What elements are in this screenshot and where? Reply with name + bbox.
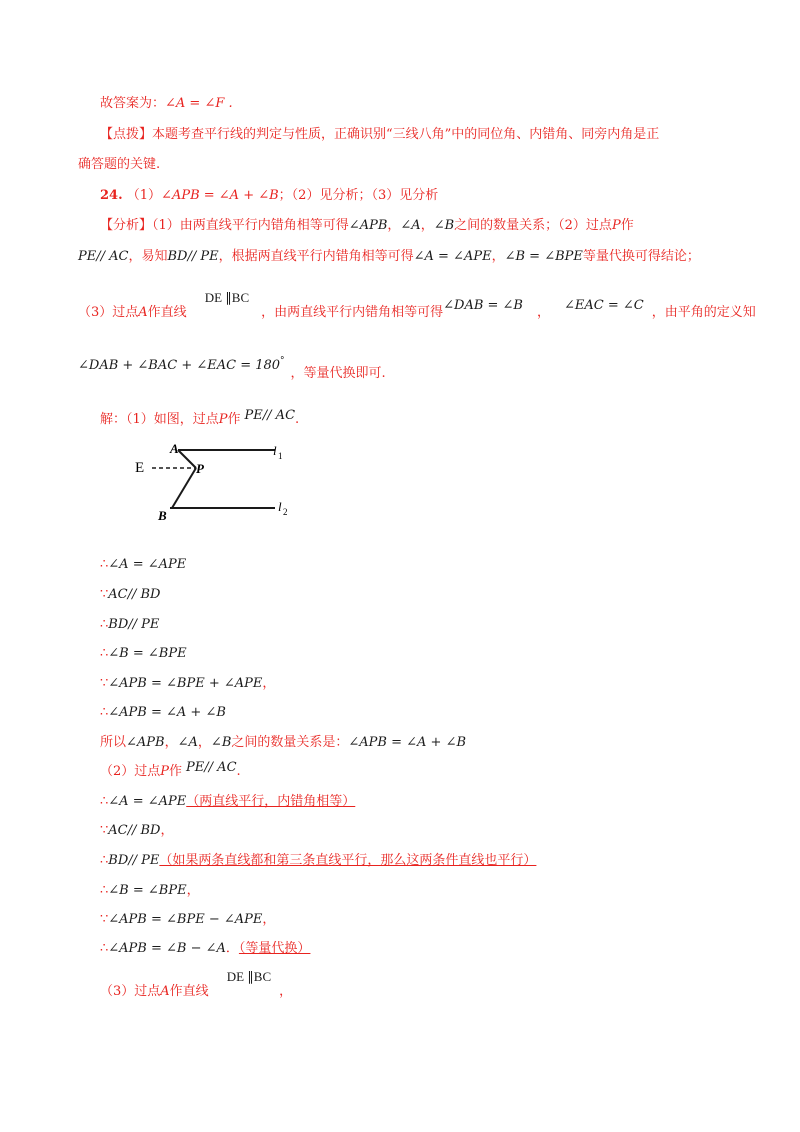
step-math: ∠APB = ∠BPE − ∠APE: [108, 912, 263, 927]
step-math: ∠B = ∠BPE: [108, 883, 187, 898]
segment-ap: [178, 450, 196, 468]
because-symbol: ∵: [100, 912, 109, 927]
solution-text: 作: [227, 412, 241, 427]
tip-line-1: [100, 126, 659, 144]
step-math: BD// PE: [108, 617, 160, 632]
analysis-text: ，由两直线平行内错角相等可得: [261, 305, 444, 320]
math-pe-ac: PE// AC: [244, 408, 296, 423]
point-p: P: [611, 218, 621, 233]
step-text: （3）过点: [100, 984, 161, 999]
label-p: P: [196, 461, 204, 476]
tip-text-1: 本题考查平行线的判定与性质，正确识别“三线八角”中的同位角、内错角、同旁内角是正: [152, 127, 660, 142]
therefore-symbol: ∴: [100, 794, 109, 809]
analysis-text: （3）过点: [78, 305, 139, 320]
point-p: P: [218, 412, 228, 427]
part23-answer: ；（2）见分析；（3）见分析: [278, 188, 439, 203]
math-eac-c: ∠EAC = ∠C: [564, 298, 644, 313]
math-a: ∠A: [400, 218, 421, 233]
step-13: [100, 911, 275, 929]
step-math: ∠APB = ∠A + ∠B: [108, 705, 226, 720]
step-10: [100, 822, 174, 840]
comma: ，: [160, 823, 174, 838]
problem-24-header: [100, 187, 438, 205]
tip-text-2: 确答题的关键.: [78, 157, 161, 172]
step-6: [100, 704, 226, 722]
geometry-figure: [130, 437, 300, 527]
math-dab-b: ∠DAB = ∠B: [443, 298, 523, 313]
math-a-ape: ∠A = ∠APE: [413, 249, 492, 264]
analysis-text: 作: [620, 218, 634, 233]
label-b: B: [158, 508, 167, 523]
comma: ，: [186, 883, 200, 898]
answer-expression: ∠A = ∠F .: [165, 96, 233, 111]
comma: ，: [491, 249, 505, 264]
comma: ，: [420, 218, 434, 233]
period: .: [295, 412, 300, 427]
reason-note: （两直线平行，内错角相等）: [186, 794, 356, 809]
label-l2-sub: 2: [283, 507, 288, 517]
step-math: ∠APB = ∠B − ∠A: [108, 941, 226, 956]
analysis-text: 等量代换可得结论；: [582, 249, 700, 264]
analysis-text: ，易知: [128, 249, 168, 264]
step-math: ∠B: [210, 735, 232, 750]
analysis-text: ，由平角的定义知: [651, 305, 756, 320]
point-a: A: [138, 305, 148, 320]
degree-symbol: °: [280, 356, 285, 366]
math-pe-ac: PE// AC: [78, 249, 129, 264]
step-11: [100, 852, 536, 870]
comma: ，: [262, 676, 276, 691]
part1-answer: ∠APB = ∠A + ∠B: [161, 188, 279, 203]
comma: ，: [262, 912, 276, 927]
label-l2: l: [278, 499, 282, 514]
step-text: 所以: [100, 735, 127, 750]
therefore-symbol: ∴: [100, 883, 109, 898]
comma: ，: [164, 735, 178, 750]
step-math: ∠APB = ∠A + ∠B: [348, 735, 467, 750]
math-de-bc: DE ∥BC: [204, 290, 250, 305]
comma: ，: [537, 305, 551, 320]
tip-line-2: [78, 156, 160, 174]
answer-label: 故答案为：: [100, 96, 166, 111]
analysis-line-1: [100, 217, 634, 235]
comma: ，: [197, 735, 211, 750]
point-a: A: [160, 984, 170, 999]
comma: ，: [387, 218, 401, 233]
math-sum-180: ∠DAB + ∠BAC + ∠EAC = 180: [78, 358, 281, 373]
step-math: ∠A = ∠APE: [108, 794, 187, 809]
math-apb: ∠APB: [348, 218, 388, 233]
step-math: AC// BD: [108, 823, 161, 838]
step-math: ∠APB: [126, 735, 165, 750]
analysis-text: ，等量代换即可.: [290, 366, 386, 381]
tip-label: 【点拨】: [100, 127, 153, 142]
point-p: P: [160, 764, 170, 779]
step-2: [100, 586, 160, 604]
analysis-text: 之间的数量关系；（2）过点: [454, 218, 612, 233]
step-math: DE ∥BC: [226, 969, 272, 984]
therefore-symbol: ∴: [100, 617, 109, 632]
step-math: ∠A = ∠APE: [108, 557, 187, 572]
label-l1-sub: 1: [278, 451, 283, 461]
math-b-bpe: ∠B = ∠BPE: [504, 249, 583, 264]
step-math: AC// BD: [108, 587, 161, 602]
segment-pb: [172, 468, 196, 508]
step-text: （2）过点: [100, 764, 161, 779]
step-7: [100, 734, 466, 752]
label-l1: l: [273, 443, 277, 458]
step-math: PE// AC: [186, 760, 237, 775]
step-3: [100, 616, 159, 634]
step-1: [100, 556, 186, 574]
step-8: [100, 760, 241, 781]
label-a: A: [170, 441, 179, 456]
step-12: [100, 882, 200, 900]
step-math: BD// PE: [108, 853, 160, 868]
step-4: [100, 645, 187, 663]
step-text: 作: [169, 764, 183, 779]
therefore-symbol: ∴: [100, 557, 109, 572]
step-text: 之间的数量关系是：: [231, 735, 349, 750]
because-symbol: ∵: [100, 676, 109, 691]
solution-header: [100, 408, 300, 429]
analysis-text: （1）由两直线平行内错角相等可得: [152, 218, 349, 233]
period: .: [236, 764, 241, 779]
therefore-symbol: ∴: [100, 941, 109, 956]
step-math: ∠B = ∠BPE: [108, 646, 187, 661]
comma: ，: [279, 984, 293, 999]
therefore-symbol: ∴: [100, 853, 109, 868]
because-symbol: ∵: [100, 587, 109, 602]
step-math: ∠APB = ∠BPE + ∠APE: [108, 676, 263, 691]
analysis-line-2: [78, 248, 700, 266]
math-b: ∠B: [433, 218, 455, 233]
analysis-text: ，根据两直线平行内错角相等可得: [218, 249, 414, 264]
answer-line: [100, 95, 233, 113]
step-math: ∠A: [177, 735, 198, 750]
because-symbol: ∵: [100, 823, 109, 838]
analysis-line-3: [78, 290, 756, 322]
step-15: [100, 969, 293, 1001]
therefore-symbol: ∴: [100, 646, 109, 661]
period: ．: [225, 941, 239, 956]
step-9: [100, 793, 355, 811]
step-text: 作直线: [169, 984, 209, 999]
step-14: [100, 940, 310, 958]
reason-note: （如果两条直线都和第三条直线平行，那么这两条件直线也平行）: [159, 853, 537, 868]
problem-number: 24.: [100, 188, 123, 203]
step-5: [100, 675, 275, 693]
part1-label: （1）: [126, 188, 162, 203]
therefore-symbol: ∴: [100, 705, 109, 720]
analysis-label: 【分析】: [100, 218, 153, 233]
math-bd-pe: BD// PE: [167, 249, 219, 264]
analysis-text: 作直线: [147, 305, 187, 320]
reason-note: （等量代换）: [238, 941, 311, 956]
label-e: E: [135, 460, 145, 476]
analysis-line-4: [78, 356, 386, 384]
solution-text: 解：（1）如图，过点: [100, 412, 219, 427]
